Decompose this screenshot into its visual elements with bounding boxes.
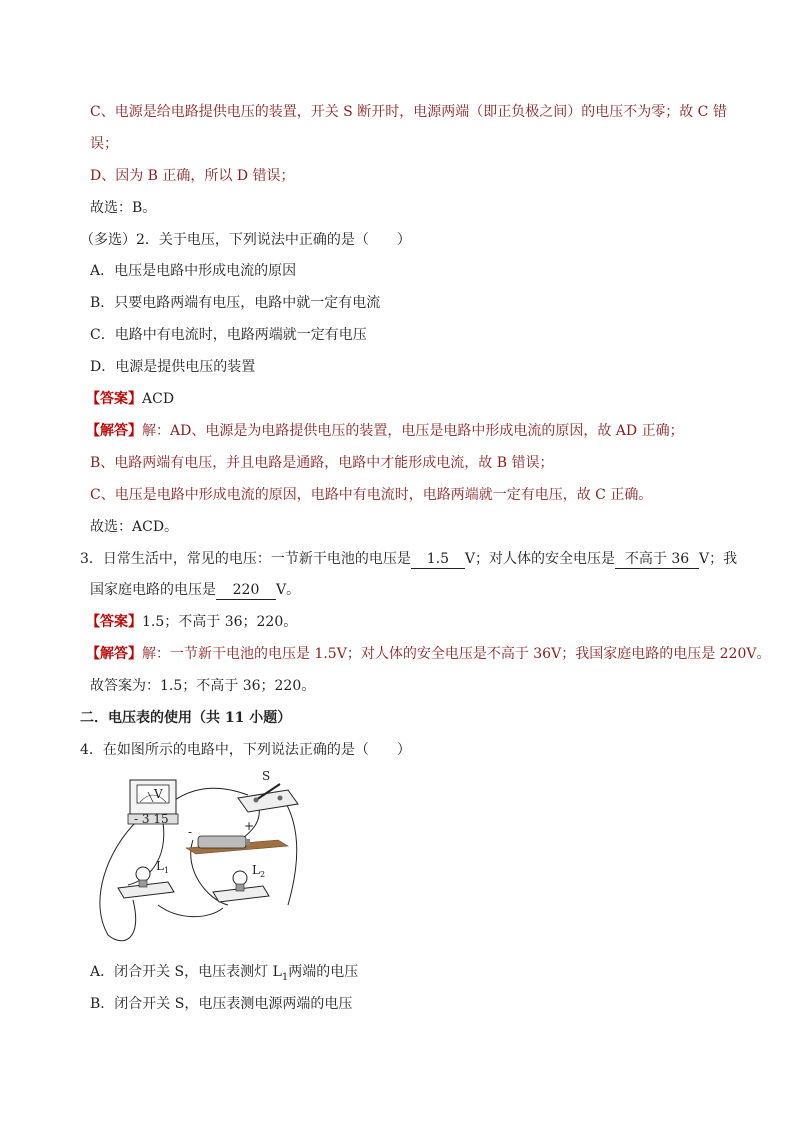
q2-analysis-line2: B、电路两端有电压，并且电路是通路，电路中才能形成电流，故 B 错误； [90, 455, 554, 471]
section-heading: 二．电压表的使用（共 11 小题） [80, 710, 292, 726]
q2-stem: （多选）2．关于电压，下列说法中正确的是（ ） [80, 232, 411, 248]
q1-final-choice: 故选：B。 [90, 200, 157, 216]
q2-final-choice: 故选：ACD。 [90, 519, 179, 535]
lamp-2 [213, 863, 269, 902]
battery [186, 819, 288, 854]
q1-option-c-explanation-line2: 误； [90, 136, 118, 152]
voltmeter [128, 780, 178, 826]
meter-label: V [154, 787, 163, 801]
q2-analysis-line3: C、电压是电路中形成电流的原因，电路中有电流时，电路两端就一定有电压，故 C 正确。 [90, 487, 653, 503]
q3-blank-3: 220 [216, 582, 276, 600]
svg-text:L1 [156, 859, 169, 875]
switch [238, 770, 298, 812]
answer-tag: 【答案】 [86, 391, 142, 407]
q3-answer [86, 612, 297, 632]
q2-option-d: D．电源是提供电压的装置 [90, 359, 256, 375]
q3-answer-value: 1.5；不高于 36；220。 [142, 614, 298, 630]
q2-option-b: B．只要电路两端有电压，电路中就一定有电流 [90, 295, 381, 311]
battery-minus-label: - [188, 825, 193, 839]
analysis-tag: 【解答】 [86, 646, 142, 662]
lamp1-label: L [156, 859, 164, 873]
q1-option-d-explanation: D、因为 B 正确，所以 D 错误； [90, 168, 295, 184]
lamp2-label: L [252, 863, 260, 877]
analysis-tag: 【解答】 [86, 423, 142, 439]
wire-lamp1-to-lamp2 [158, 905, 223, 917]
q1-option-c-explanation-line1: C、电源是给电路提供电压的装置，开关 S 断开时，电源两端（即正负极之间）的电压不为零；故 C 错 [90, 104, 727, 120]
q3-analysis: 【解答】解：一节新干电池的电压是 1.5V；对人体的安全电压是不高于 36V；我国家庭电路的电压是 220V。 [86, 646, 771, 662]
q3-blank-2: 不高于 36 [615, 551, 699, 569]
q4-option-a: A．闭合开关 S，电压表测灯 $L_1$两端的电压 [90, 964, 359, 983]
lamp2-subscript: 2 [259, 870, 266, 879]
wire-switch-to-lamp2 [283, 798, 297, 905]
q4-stem: 4．在如图所示的电路中，下列说法正确的是（ ） [80, 742, 411, 758]
q3-stem-line1: 3．日常生活中，常见的电压：一节新干电池的电压是 1.5 V；对人体的安全电压是 不高于 36 V；我 [80, 551, 738, 567]
switch-label: S [262, 770, 271, 783]
q2-analysis-line1: 【解答】解：AD、电源是为电路提供电压的装置，电压是电路中形成电流的原因，故 AD 正确； [86, 423, 684, 439]
q2-answer [86, 389, 174, 409]
q2-option-c: C．电路中有电流时，电路两端就一定有电压 [90, 327, 367, 343]
lamp-1 [118, 859, 174, 898]
svg-text:L2 [252, 863, 265, 879]
q2-option-a: A．电压是电路中形成电流的原因 [90, 263, 297, 279]
meter-terminals: - 3 15 [134, 812, 169, 826]
q2-answer-value: ACD [142, 391, 175, 407]
q3-blank-1: 1.5 [411, 551, 465, 569]
q4-option-b: B．闭合开关 S，电压表测电源两端的电压 [90, 996, 353, 1012]
q3-stem-line2: 国家庭电路的电压是 220 V。 [90, 582, 301, 598]
wire-meter-to-lamp1 [100, 822, 136, 941]
circuit-diagram [88, 770, 328, 950]
q3-final-choice: 故答案为：1.5；不高于 36；220。 [90, 678, 316, 694]
battery-plus-label: + [244, 819, 255, 833]
lamp1-subscript: 1 [163, 866, 170, 875]
answer-tag: 【答案】 [86, 614, 142, 630]
